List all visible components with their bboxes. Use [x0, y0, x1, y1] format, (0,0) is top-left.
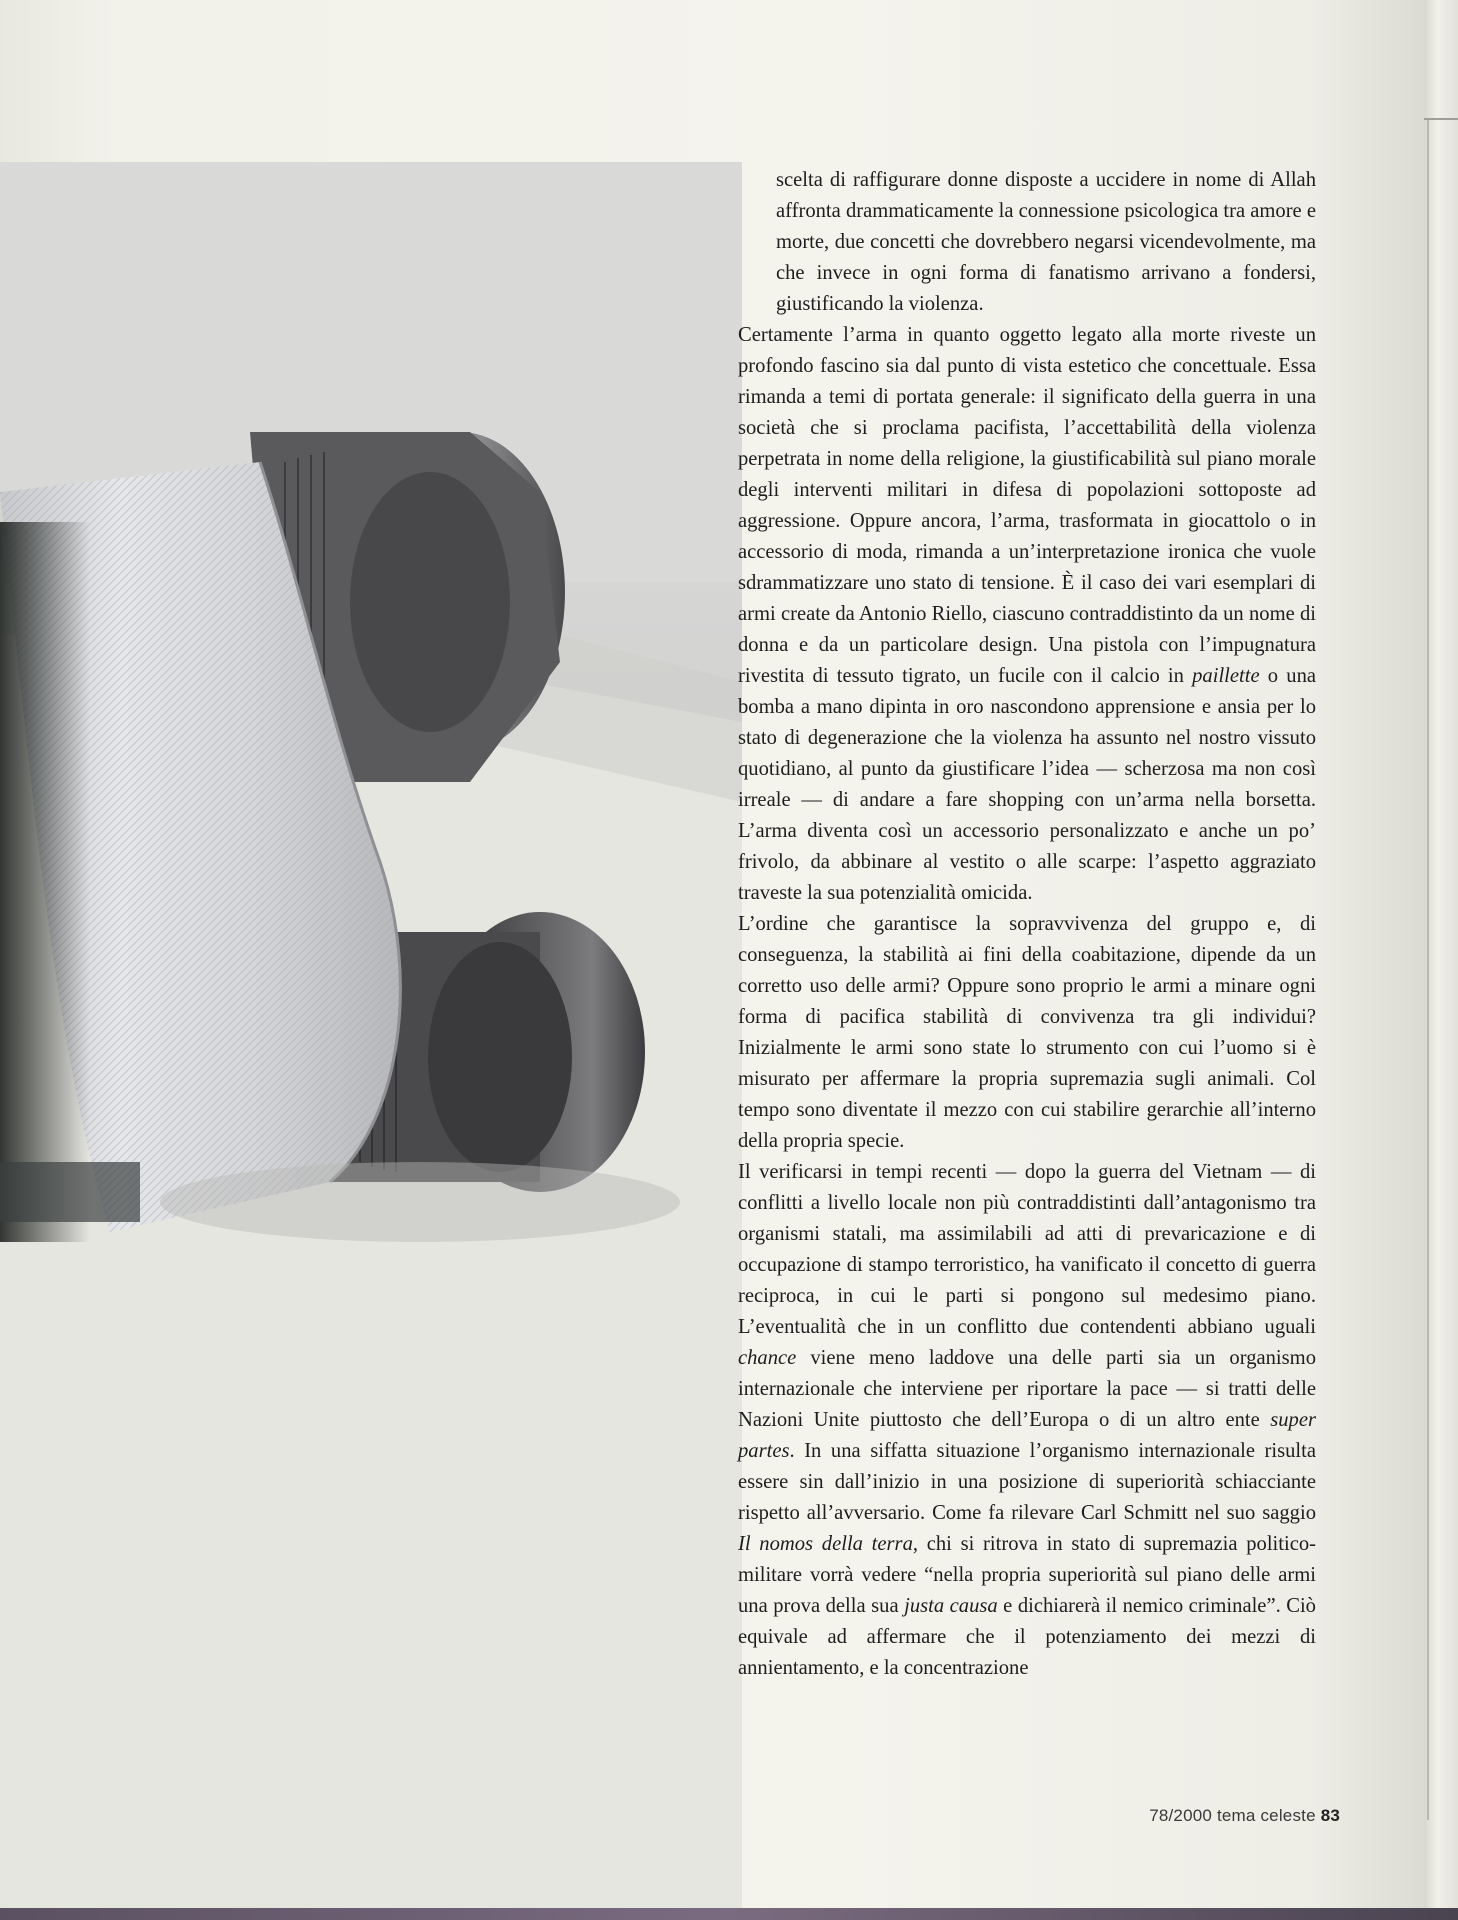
italic-term-paillette: paillette [1192, 665, 1260, 687]
pipe-fittings-illustration [0, 162, 742, 1908]
article-paragraph-1: scelta di raffigurare donne disposte a uccidere in nome di Allah affronta drammaticamente la connessione psicologica tra amore e morte, due concetti che dovrebbero negarsi vicendevolmente, ma che invece in ogni forma di fanatismo arrivano a fondersi, giustificando la violenza. [776, 169, 1316, 315]
article-paragraph-2: Certamente l’arma in quanto oggetto legato alla morte riveste un profondo fascino sia dal punto di vista estetico che concettuale. Essa rimanda a temi di portata generale: il significato della guerra in una società che si proclama pacifista, l’accettabilità della violenza perpetrata in nome della religione, la giustificabilità sul piano morale degli interventi militari in difesa di popolazioni sottoposte ad aggressione. Oppure ancora, l’arma, trasformata in giocattolo o in accessorio di moda, rimanda a un’interpretazione ironica che vuole sdrammatizzare uno stato di tensione. È il caso dei vari esemplari di armi create da Antonio Riello, ciascuno contraddistinto da un nome di donna e da un particolare design. Una pistola con l’impugnatura rivestita di tessuto tigrato, un fucile con il calcio in paillette o una bomba a mano dipinta in oro nascondono apprensione e ansia per lo stato di degenerazione che la violenza ha assunto nel nostro vissuto quotidiano, al punto da giustificare l’idea — scherzosa ma non così irreale — di andare a fare shopping con un’arma nella borsetta. L’arma diventa così un accessorio personalizzato e anche un po’ frivolo, da abbinare al vestito o alle scarpe: l’aspetto aggraziato traveste la sua potenzialità omicida. [738, 324, 1317, 904]
issue-label: 78/2000 tema celeste [1149, 1806, 1316, 1825]
page-edge-tab [1424, 118, 1458, 136]
article-body [738, 165, 1316, 1684]
page-edge-line [1427, 120, 1429, 1820]
artwork-photo [0, 162, 742, 1908]
italic-term-justa-causa: justa causa [904, 1595, 998, 1617]
scan-bottom-strip [0, 1908, 1458, 1920]
article-paragraph-4: Il verificarsi in tempi recenti — dopo la guerra del Vietnam — di conflitti a livello locale non più contraddistinti dall’antagonismo tra organismi statali, ma assimilabili ad atti di prevaricazione e di occupazione di stampo terroristico, ha vanificato il concetto di guerra reciproca, in cui le parti si pongono sul medesimo piano. L’eventualità che in un conflitto due contendenti abbiano uguali chance viene meno laddove una delle parti sia un organismo internazionale che interviene per riportare la pace — si tratti delle Nazioni Unite piuttosto che dell’Europa o di un altro ente super partes. In una siffatta situazione l’organismo internazionale risulta essere sin dall’inizio in una posizione di superiorità schiacciante rispetto all’avversario. Come fa rilevare Carl Schmitt nel suo saggio Il nomos della terra, chi si ritrova in stato di supremazia politico-militare vorrà vedere “nella propria superiorità sul piano delle armi una prova della sua justa causa e dichiarerà il nemico criminale”. Ciò equivale ad affermare che il potenziamento dei mezzi di annientamento, e la concentrazione [738, 1161, 1316, 1679]
italic-term-chance: chance [738, 1347, 797, 1369]
italic-term-super-partes: super partes [738, 1409, 1316, 1462]
next-page-edge [1424, 0, 1458, 1920]
page-footer [1100, 1806, 1340, 1826]
article-paragraph-3: L’ordine che garantisce la sopravvivenza del gruppo e, di conseguenza, la stabilità ai fini della coabitazione, dipende da un corretto uso delle armi? Oppure sono proprio le armi a minare ogni forma di pacifica stabilità di convivenza tra gli individui? Inizialmente le armi sono state lo strumento con cui l’uomo si è misurato per affermare la propria supremazia sugli animali. Col tempo sono diventate il mezzo con cui stabilire gerarchie all’interno della propria specie. [738, 913, 1316, 1152]
italic-book-title: Il nomos della terra [738, 1533, 913, 1555]
page-number: 83 [1320, 1806, 1340, 1825]
